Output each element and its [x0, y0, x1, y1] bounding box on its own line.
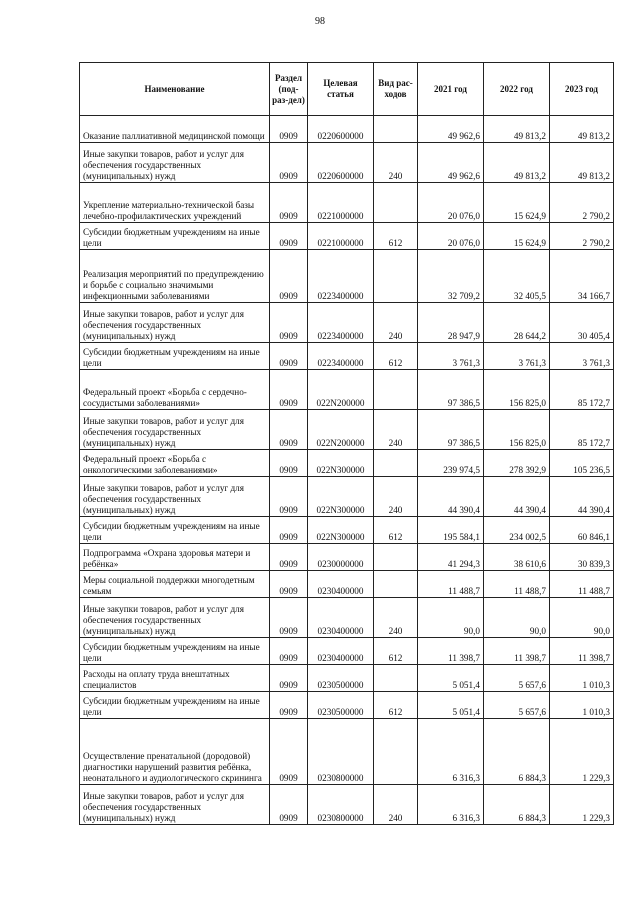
cell-target: 022N300000 — [308, 450, 374, 477]
cell-2023: 49 813,2 — [550, 116, 614, 143]
table-row — [80, 544, 614, 571]
cell-name: Субсидии бюджетным учреждениям на иные цели — [80, 517, 270, 544]
cell-section: 0909 — [270, 410, 308, 450]
cell-name: Меры социальной поддержки многодетным семьям — [80, 571, 270, 598]
cell-expense: 612 — [374, 692, 418, 719]
cell-section: 0909 — [270, 598, 308, 638]
cell-name: Иные закупки товаров, работ и услуг для обеспечения государственных (муниципальных) нужд — [80, 598, 270, 638]
cell-2023: 1 010,3 — [550, 692, 614, 719]
cell-expense: 240 — [374, 477, 418, 517]
cell-target: 022N200000 — [308, 410, 374, 450]
cell-name: Расходы на оплату труда внештатных специалистов — [80, 665, 270, 692]
cell-2021: 32 709,2 — [418, 250, 484, 303]
cell-target: 0220600000 — [308, 116, 374, 143]
cell-2023: 1 010,3 — [550, 665, 614, 692]
cell-2023: 90,0 — [550, 598, 614, 638]
header-section: Раздел (под-раз-дел) — [270, 63, 308, 116]
cell-2023: 30 405,4 — [550, 303, 614, 343]
cell-2022: 15 624,9 — [484, 183, 550, 223]
cell-section: 0909 — [270, 477, 308, 517]
cell-2022: 49 813,2 — [484, 143, 550, 183]
cell-target: 0230800000 — [308, 785, 374, 825]
cell-2021: 90,0 — [418, 598, 484, 638]
cell-section: 0909 — [270, 116, 308, 143]
cell-section: 0909 — [270, 343, 308, 370]
cell-name: Субсидии бюджетным учреждениям на иные цели — [80, 343, 270, 370]
table-row — [80, 571, 614, 598]
cell-2023: 11 488,7 — [550, 571, 614, 598]
cell-section: 0909 — [270, 638, 308, 665]
cell-section: 0909 — [270, 370, 308, 410]
cell-target: 0223400000 — [308, 303, 374, 343]
cell-target: 0221000000 — [308, 223, 374, 250]
cell-expense: 240 — [374, 785, 418, 825]
cell-section: 0909 — [270, 517, 308, 544]
cell-expense — [374, 116, 418, 143]
cell-2022: 11 488,7 — [484, 571, 550, 598]
table-row — [80, 598, 614, 638]
cell-expense — [374, 571, 418, 598]
cell-2023: 2 790,2 — [550, 183, 614, 223]
cell-target: 022N200000 — [308, 370, 374, 410]
cell-expense — [374, 183, 418, 223]
cell-name: Иные закупки товаров, работ и услуг для обеспечения государственных (муниципальных) нужд — [80, 785, 270, 825]
cell-name: Субсидии бюджетным учреждениям на иные цели — [80, 223, 270, 250]
cell-target: 022N300000 — [308, 477, 374, 517]
header-target: Целевая статья — [308, 63, 374, 116]
cell-2022: 15 624,9 — [484, 223, 550, 250]
cell-2023: 105 236,5 — [550, 450, 614, 477]
cell-2023: 85 172,7 — [550, 370, 614, 410]
header-expense: Вид рас-ходов — [374, 63, 418, 116]
cell-2023: 44 390,4 — [550, 477, 614, 517]
cell-2021: 6 316,3 — [418, 719, 484, 785]
cell-name: Субсидии бюджетным учреждениям на иные цели — [80, 692, 270, 719]
cell-name: Иные закупки товаров, работ и услуг для обеспечения государственных (муниципальных) нужд — [80, 143, 270, 183]
table-row — [80, 183, 614, 223]
cell-section: 0909 — [270, 719, 308, 785]
cell-2022: 11 398,7 — [484, 638, 550, 665]
table-row — [80, 719, 614, 785]
table-row — [80, 410, 614, 450]
cell-2022: 6 884,3 — [484, 785, 550, 825]
cell-section: 0909 — [270, 223, 308, 250]
cell-2021: 239 974,5 — [418, 450, 484, 477]
cell-2021: 3 761,3 — [418, 343, 484, 370]
cell-expense: 612 — [374, 517, 418, 544]
cell-2022: 28 644,2 — [484, 303, 550, 343]
cell-target: 0223400000 — [308, 343, 374, 370]
cell-name: Подпрограмма «Охрана здоровья матери и ребёнка» — [80, 544, 270, 571]
cell-2022: 234 002,5 — [484, 517, 550, 544]
table-row — [80, 450, 614, 477]
cell-name: Субсидии бюджетным учреждениям на иные цели — [80, 638, 270, 665]
cell-expense: 240 — [374, 598, 418, 638]
cell-expense: 612 — [374, 343, 418, 370]
table-row — [80, 785, 614, 825]
cell-2023: 3 761,3 — [550, 343, 614, 370]
cell-2021: 11 488,7 — [418, 571, 484, 598]
table-row — [80, 303, 614, 343]
cell-name: Федеральный проект «Борьба с сердечно-сосудистыми заболеваниями» — [80, 370, 270, 410]
cell-section: 0909 — [270, 450, 308, 477]
cell-2023: 30 839,3 — [550, 544, 614, 571]
cell-2021: 20 076,0 — [418, 183, 484, 223]
table-row — [80, 250, 614, 303]
table-row — [80, 370, 614, 410]
cell-section: 0909 — [270, 692, 308, 719]
cell-2021: 97 386,5 — [418, 410, 484, 450]
cell-name: Иные закупки товаров, работ и услуг для обеспечения государственных (муниципальных) нужд — [80, 410, 270, 450]
cell-2021: 6 316,3 — [418, 785, 484, 825]
cell-name: Иные закупки товаров, работ и услуг для обеспечения государственных (муниципальных) нужд — [80, 303, 270, 343]
cell-2021: 20 076,0 — [418, 223, 484, 250]
cell-expense: 612 — [374, 223, 418, 250]
cell-expense: 240 — [374, 410, 418, 450]
cell-target: 0230400000 — [308, 571, 374, 598]
cell-expense — [374, 544, 418, 571]
table-row — [80, 343, 614, 370]
cell-target: 0230400000 — [308, 638, 374, 665]
cell-2023: 49 813,2 — [550, 143, 614, 183]
cell-2022: 278 392,9 — [484, 450, 550, 477]
cell-name: Укрепление материально-технической базы лечебно-профилактических учреждений — [80, 183, 270, 223]
cell-2022: 5 657,6 — [484, 665, 550, 692]
page-number: 98 — [315, 16, 325, 27]
cell-expense — [374, 665, 418, 692]
table-row — [80, 517, 614, 544]
cell-section: 0909 — [270, 183, 308, 223]
cell-2022: 32 405,5 — [484, 250, 550, 303]
cell-target: 0230500000 — [308, 692, 374, 719]
cell-section: 0909 — [270, 785, 308, 825]
table-row — [80, 692, 614, 719]
cell-expense — [374, 250, 418, 303]
cell-section: 0909 — [270, 303, 308, 343]
header-2021: 2021 год — [418, 63, 484, 116]
table-row — [80, 477, 614, 517]
cell-expense — [374, 450, 418, 477]
cell-2021: 11 398,7 — [418, 638, 484, 665]
cell-target: 0230400000 — [308, 598, 374, 638]
cell-2023: 85 172,7 — [550, 410, 614, 450]
cell-2022: 49 813,2 — [484, 116, 550, 143]
cell-expense: 612 — [374, 638, 418, 665]
cell-2021: 44 390,4 — [418, 477, 484, 517]
cell-target: 0221000000 — [308, 183, 374, 223]
cell-target: 0220600000 — [308, 143, 374, 183]
cell-2023: 34 166,7 — [550, 250, 614, 303]
cell-expense — [374, 370, 418, 410]
cell-2022: 6 884,3 — [484, 719, 550, 785]
cell-2021: 97 386,5 — [418, 370, 484, 410]
cell-2022: 90,0 — [484, 598, 550, 638]
cell-2021: 49 962,6 — [418, 143, 484, 183]
cell-2022: 44 390,4 — [484, 477, 550, 517]
cell-2021: 5 051,4 — [418, 665, 484, 692]
cell-2023: 1 229,3 — [550, 719, 614, 785]
cell-2021: 28 947,9 — [418, 303, 484, 343]
table-row — [80, 638, 614, 665]
cell-2022: 5 657,6 — [484, 692, 550, 719]
header-2022: 2022 год — [484, 63, 550, 116]
cell-section: 0909 — [270, 544, 308, 571]
cell-name: Осуществление пренатальной (дородовой) диагностики нарушений развития ребёнка, неонатального и аудиологического скрининга — [80, 719, 270, 785]
header-name: Наименование — [80, 63, 270, 116]
table-row — [80, 665, 614, 692]
cell-expense: 240 — [374, 303, 418, 343]
cell-target: 0230000000 — [308, 544, 374, 571]
cell-section: 0909 — [270, 665, 308, 692]
cell-section: 0909 — [270, 143, 308, 183]
cell-2021: 41 294,3 — [418, 544, 484, 571]
cell-expense — [374, 719, 418, 785]
cell-2023: 2 790,2 — [550, 223, 614, 250]
header-2023: 2023 год — [550, 63, 614, 116]
cell-2021: 5 051,4 — [418, 692, 484, 719]
cell-2021: 49 962,6 — [418, 116, 484, 143]
cell-name: Реализация мероприятий по предупреждению и борьбе с социально значимыми инфекционными заболеваниями — [80, 250, 270, 303]
cell-target: 0230800000 — [308, 719, 374, 785]
budget-table — [79, 62, 614, 825]
cell-2023: 11 398,7 — [550, 638, 614, 665]
cell-expense: 240 — [374, 143, 418, 183]
table-row — [80, 116, 614, 143]
cell-target: 0230500000 — [308, 665, 374, 692]
table-header-row — [80, 63, 614, 116]
cell-2023: 60 846,1 — [550, 517, 614, 544]
cell-2023: 1 229,3 — [550, 785, 614, 825]
cell-section: 0909 — [270, 571, 308, 598]
cell-name: Оказание паллиативной медицинской помощи — [80, 116, 270, 143]
cell-name: Федеральный проект «Борьба с онкологическими заболеваниями» — [80, 450, 270, 477]
cell-2022: 38 610,6 — [484, 544, 550, 571]
cell-section: 0909 — [270, 250, 308, 303]
cell-2021: 195 584,1 — [418, 517, 484, 544]
cell-target: 022N300000 — [308, 517, 374, 544]
cell-2022: 3 761,3 — [484, 343, 550, 370]
cell-2022: 156 825,0 — [484, 410, 550, 450]
table-row — [80, 223, 614, 250]
cell-name: Иные закупки товаров, работ и услуг для обеспечения государственных (муниципальных) нужд — [80, 477, 270, 517]
table-row — [80, 143, 614, 183]
cell-2022: 156 825,0 — [484, 370, 550, 410]
cell-target: 0223400000 — [308, 250, 374, 303]
